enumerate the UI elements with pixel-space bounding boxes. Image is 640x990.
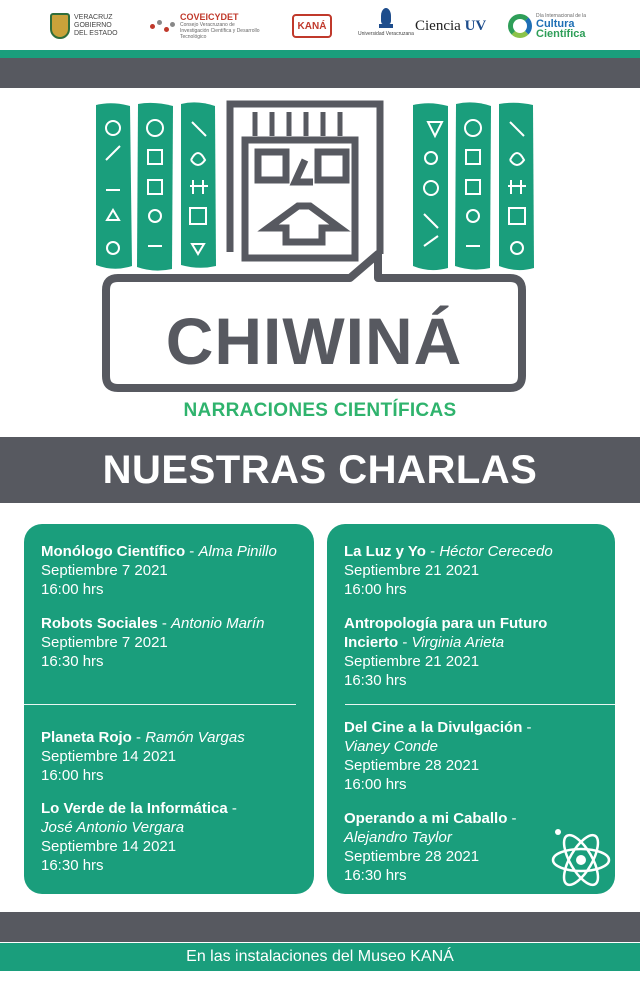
talk-date: Septiembre 21 2021 <box>344 562 480 579</box>
talk-title: Antropología para un Futuro Incierto <box>344 615 548 651</box>
talk-speaker: Alejandro Taylor <box>344 829 452 846</box>
ciencia-word: Ciencia <box>415 17 461 34</box>
talk-time: 16:00 hrs <box>41 581 104 598</box>
cultura-cientifica-logo <box>508 10 586 42</box>
coveicydet-title: COVEICYDET <box>180 12 239 22</box>
talk-time: 16:00 hrs <box>344 581 407 598</box>
top-green-stripe <box>0 50 640 58</box>
talk-time: 16:30 hrs <box>344 672 407 689</box>
kana-wordmark: KANÁ <box>292 14 332 38</box>
talk-time: 16:30 hrs <box>41 653 104 670</box>
talk-item: Lo Verde de la Informática - José Antonio Vergara Septiembre 14 2021 16:30 hrs <box>41 799 306 875</box>
atom-icon <box>548 818 614 896</box>
logo-bar <box>0 0 640 50</box>
talk-date: Septiembre 28 2021 <box>344 848 480 865</box>
cultura-line-3: Científica <box>536 28 586 40</box>
talk-title: Monólogo Científico <box>41 543 186 560</box>
talk-speaker: Alma Pinillo <box>198 543 277 560</box>
uv-name: Universidad Veracruzana <box>358 31 414 37</box>
talk-item: Operando a mi Caballo - Alejandro Taylor Septiembre 28 2021 16:30 hrs <box>344 809 607 885</box>
hero-subtitle: NARRACIONES CIENTÍFICAS <box>183 400 457 421</box>
talk-speaker: Virginia Arieta <box>411 634 505 651</box>
talk-speaker: Vianey Conde <box>344 738 438 755</box>
card-divider <box>24 704 296 705</box>
talk-date: Septiembre 7 2021 <box>41 634 168 651</box>
ciencia-uv-word: UV <box>464 17 487 34</box>
veracruz-line-1: VERACRUZ <box>74 14 113 21</box>
talk-title: La Luz y Yo <box>344 543 426 560</box>
talk-item: Monólogo Científico - Alma Pinillo Septiembre 7 2021 16:00 hrs <box>41 542 306 599</box>
coveicydet-dots-icon <box>150 19 176 33</box>
talk-date: Septiembre 21 2021 <box>344 653 480 670</box>
veracruz-line-3: DEL ESTADO <box>74 30 118 37</box>
talk-item: La Luz y Yo - Héctor Cerecedo Septiembre 21 2021 16:00 hrs <box>344 542 607 599</box>
section-title: NUESTRAS CHARLAS <box>102 447 538 492</box>
ciencia-uv-logo <box>415 10 486 42</box>
section-band <box>0 437 640 503</box>
talk-item: Del Cine a la Divulgación - Vianey Conde Septiembre 28 2021 16:00 hrs <box>344 718 607 794</box>
talk-date: Septiembre 28 2021 <box>344 757 480 774</box>
talk-speaker: Ramón Vargas <box>145 729 245 746</box>
talk-date: Septiembre 14 2021 <box>41 748 177 765</box>
footer-gray-band <box>0 912 640 942</box>
card-divider <box>345 704 615 705</box>
uv-flame-icon <box>377 8 395 30</box>
veracruz-line-2: GOBIERNO <box>74 22 112 29</box>
uv-logo <box>358 8 414 40</box>
talk-item: Planeta Rojo - Ramón Vargas Septiembre 14 2021 16:00 hrs <box>41 728 306 785</box>
coveicydet-logo <box>150 10 264 42</box>
talk-time: 16:30 hrs <box>41 857 104 874</box>
cultura-line-1: Día Internacional de la <box>536 13 587 19</box>
talk-time: 16:30 hrs <box>344 867 407 884</box>
kana-logo <box>292 10 332 42</box>
talk-time: 16:00 hrs <box>344 776 407 793</box>
cultura-swirl-icon <box>508 14 532 38</box>
talk-time: 16:00 hrs <box>41 767 104 784</box>
veracruz-logo <box>50 10 118 42</box>
talk-title: Del Cine a la Divulgación <box>344 719 523 736</box>
talk-title: Lo Verde de la Informática <box>41 800 228 817</box>
footer-text: En las instalaciones del Museo KANÁ <box>186 948 454 965</box>
talk-speaker: Antonio Marín <box>171 615 265 632</box>
talk-item: Robots Sociales - Antonio Marín Septiembre 7 2021 16:30 hrs <box>41 614 306 671</box>
hair-lines-icon <box>255 112 340 136</box>
hero-title: CHIWINÁ <box>165 304 463 378</box>
talk-title: Planeta Rojo <box>41 729 132 746</box>
cultura-line-2: Cultura <box>536 18 575 30</box>
top-gray-stripe <box>0 58 640 88</box>
coveicydet-subtitle: Consejo Veracruzano de Investigación Científica y Desarrollo Tecnológico <box>180 22 260 40</box>
footer-bar <box>0 943 640 971</box>
talk-title: Operando a mi Caballo <box>344 810 508 827</box>
talk-speaker: Héctor Cerecedo <box>439 543 553 560</box>
talk-speaker: José Antonio Vergara <box>41 819 185 836</box>
talk-title: Robots Sociales <box>41 615 158 632</box>
talk-date: Septiembre 14 2021 <box>41 838 177 855</box>
talk-item: Antropología para un Futuro Incierto - Virginia Arieta Septiembre 21 2021 16:30 hrs <box>344 614 585 690</box>
veracruz-shield-icon <box>50 13 70 39</box>
talk-date: Septiembre 7 2021 <box>41 562 168 579</box>
talks-card-left <box>24 524 314 894</box>
chiwina-hero <box>0 90 640 435</box>
